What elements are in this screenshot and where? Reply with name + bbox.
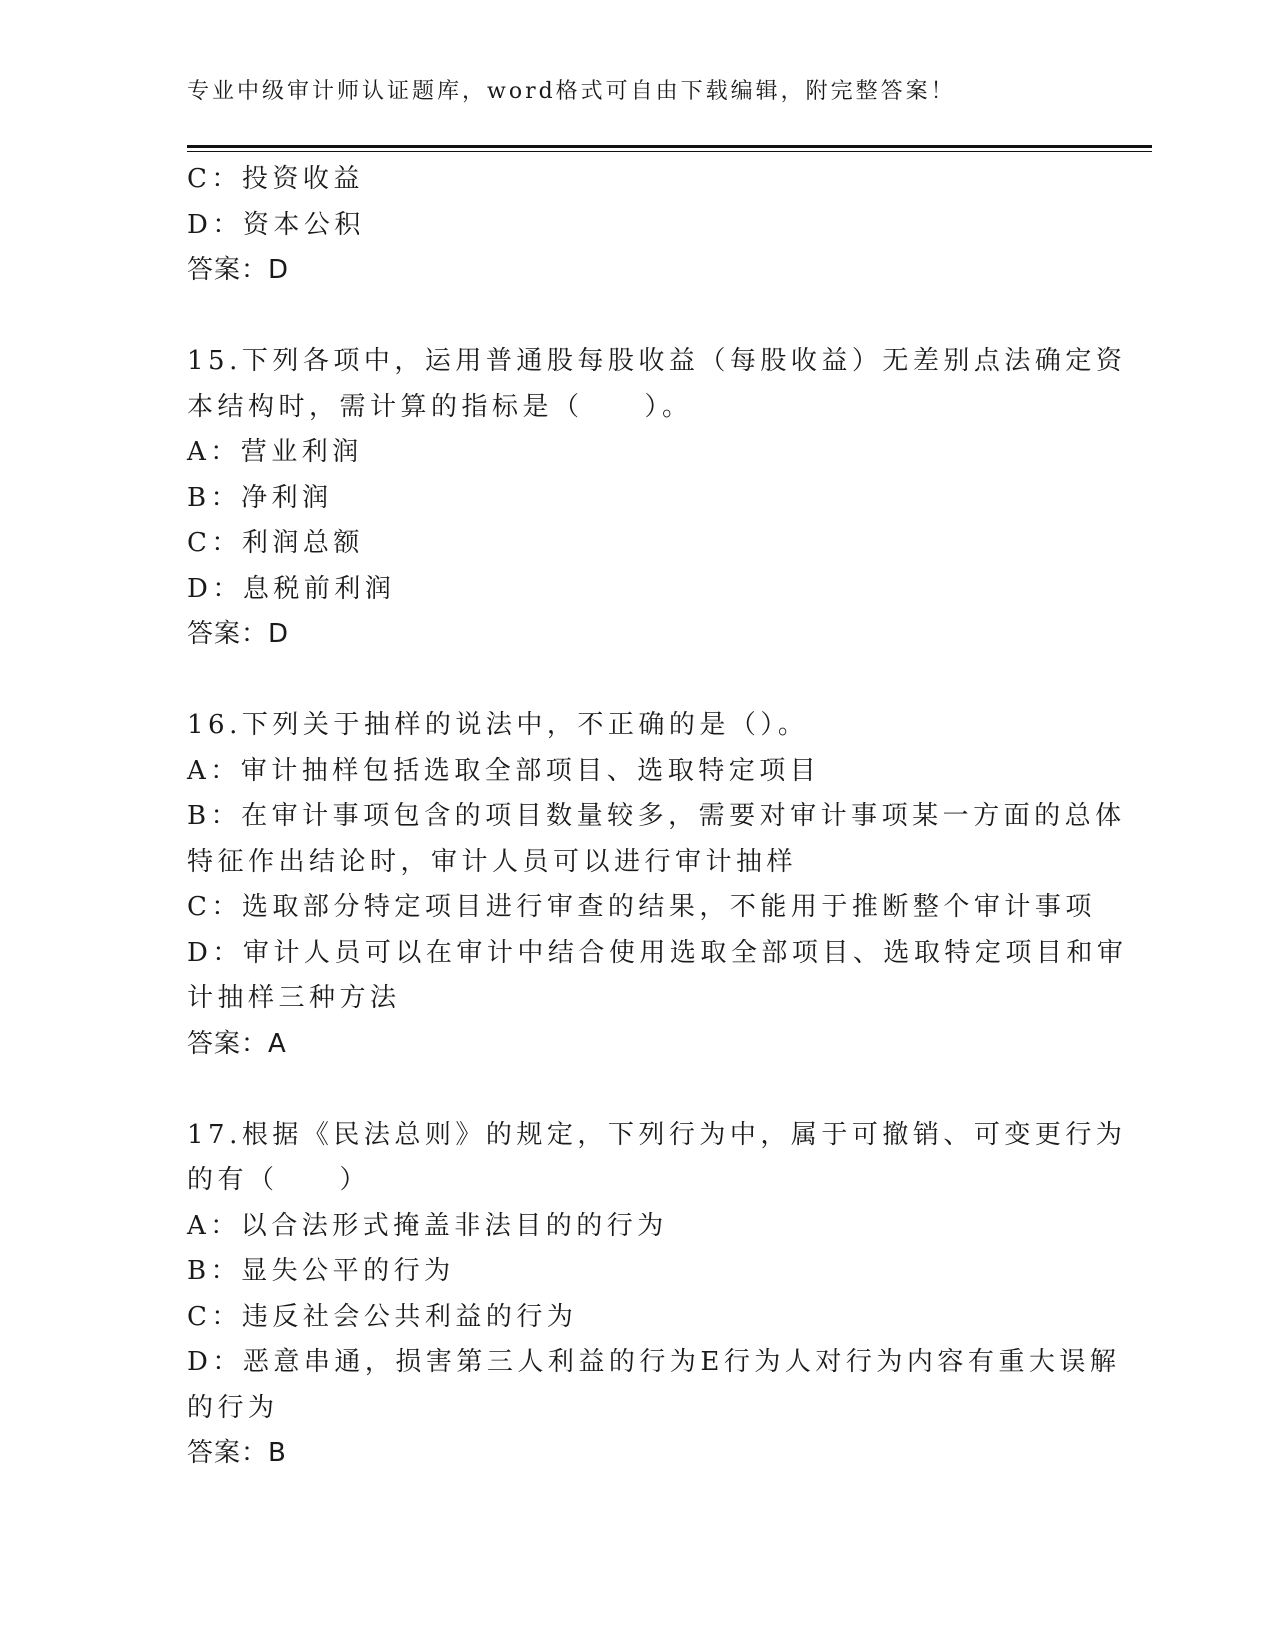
option-line: C：违反社会公共利益的行为: [187, 1301, 578, 1332]
question-stem: 本结构时，需计算的指标是（ ）。: [187, 391, 693, 422]
option-line: D：资本公积: [187, 209, 365, 240]
question-block: [187, 157, 1087, 294]
answer-line: 答案：D: [187, 255, 290, 285]
page-header: 专业中级审计师认证题库，word格式可自由下载编辑，附完整答案！: [187, 79, 956, 104]
answer-line: 答案：A: [187, 1028, 287, 1059]
question-block: [187, 703, 1128, 1067]
option-line: C：利润总额: [187, 528, 364, 558]
option-line: D：审计人员可以在审计中结合使用选取全部项目、选取特定项目和审: [187, 937, 1128, 968]
header-rule-thin: [187, 151, 1152, 152]
option-line: A：营业利润: [187, 437, 363, 467]
option-line: 计抽样三种方法: [187, 983, 401, 1013]
option-line: C：选取部分特定项目进行审查的结果，不能用于推断整个审计事项: [187, 892, 1096, 922]
option-line: D：恶意串通，损害第三人利益的行为E行为人对行为内容有重大误解: [187, 1347, 1121, 1377]
question-stem: 15.下列各项中，运用普通股每股收益（每股收益）无差别点法确定资: [187, 346, 1127, 376]
option-line: B：在审计事项包含的项目数量较多，需要对审计事项某一方面的总体: [187, 801, 1126, 831]
question-list: [187, 157, 1128, 1477]
option-line: D：息税前利润: [187, 573, 396, 604]
block-spacer: [187, 294, 1087, 340]
question-block: [187, 339, 1127, 658]
question-stem: 16.下列关于抽样的说法中，不正确的是（）。: [187, 710, 809, 740]
block-spacer: [187, 1067, 1087, 1113]
block-spacer: [187, 658, 1087, 704]
question-stem: 17.根据《民法总则》的规定，下列行为中，属于可撤销、可变更行为: [187, 1119, 1127, 1150]
question-block: [187, 1113, 1127, 1477]
question-stem: 的有（ ）: [187, 1165, 371, 1195]
option-line: B：净利润: [187, 482, 333, 513]
answer-line: 答案：D: [187, 619, 290, 649]
option-line: C：投资收益: [187, 164, 364, 194]
option-line: B：显失公平的行为: [187, 1256, 455, 1286]
header-rule-thick: [187, 145, 1152, 148]
option-line: A：以合法形式掩盖非法目的的行为: [187, 1210, 668, 1241]
option-line: 特征作出结论时，审计人员可以进行审计抽样: [187, 846, 798, 877]
option-line: A：审计抽样包括选取全部项目、选取特定项目: [187, 755, 821, 786]
answer-line: 答案：B: [187, 1438, 287, 1468]
option-line: 的行为: [187, 1392, 279, 1423]
